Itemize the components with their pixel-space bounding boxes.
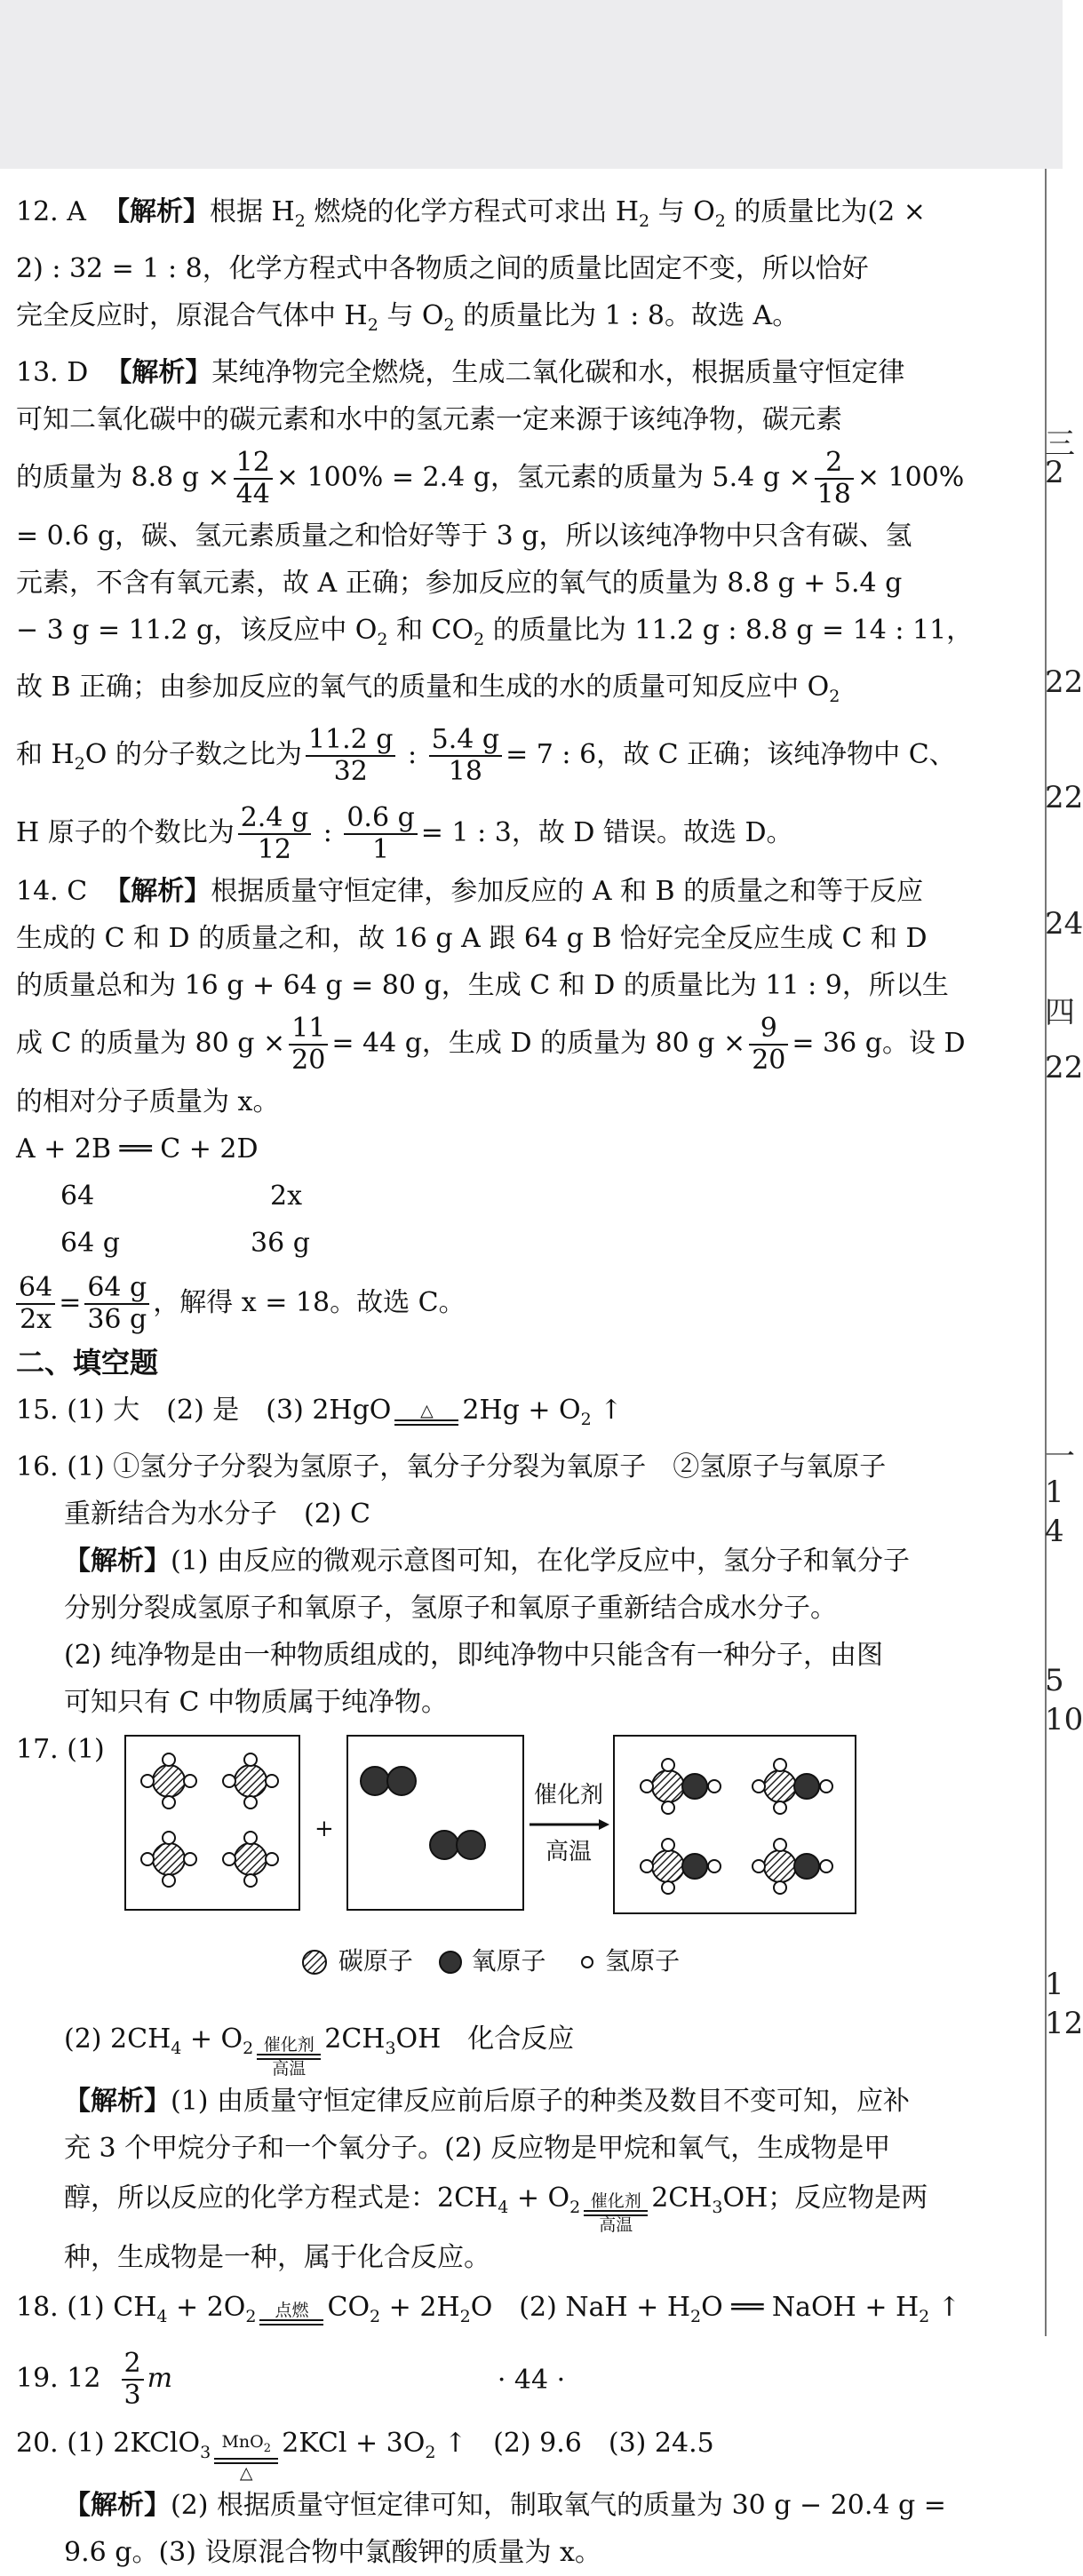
edge-fragment: 10 (1045, 1702, 1083, 1737)
oxygen-atom-icon (437, 1949, 464, 1976)
q20-line-2: 9.6 g。(3) 设原混合物中氯酸钾的质量为 x。 (64, 2537, 601, 2568)
methanol-molecules (615, 1737, 855, 1912)
q13-line-4: = 0.6 g，碳、氢元素质量之和恰好等于 3 g，所以该纯净物中只含有碳、氢 (16, 521, 912, 552)
q13-line-6: − 3 g = 11.2 g，该反应中 $O_2$ 和 $CO_2$ 的质量比为 11.2 g : 8.8 g = 14 : 11， (16, 615, 974, 649)
methane-molecules (126, 1737, 299, 1909)
q13-line-8: 和 $H_2O$ 的分子数之比为 $\frac{11.2 g}{32}$ : $\frac{5.4 g}{18}$ = 7 : 6，故 C 正确；该纯净物中 C、 (16, 724, 956, 787)
edge-fragment: 22 (1045, 780, 1083, 815)
methane-molecule (223, 1832, 278, 1887)
fraction: $\frac{64}{2x}$ (16, 1273, 55, 1335)
reaction-arrow: 催化剂 高温 (528, 1781, 609, 1866)
q12-line-3: 完全反应时，原混合气体中 $H_2$ 与 $O_2$ 的质量比为 1 : 8。故选 A。 (16, 300, 800, 335)
reactant-box-oxygen (346, 1735, 524, 1911)
oxygen-molecule (361, 1767, 416, 1795)
edge-fragment: 1 (1045, 1475, 1064, 1510)
q20-line: 20. (1) 2KClO$_3$ MnO$_2$ △ $2KCl + 3O_2$ ↑ (2) 9.6 (3) 24.5 (16, 2428, 714, 2483)
fraction: $\frac{2}{18}$ (815, 448, 854, 510)
q17-line-4: 种，生成物是一种，属于化合反应。 (64, 2242, 490, 2273)
edge-fragment: 22 (1045, 1050, 1083, 1085)
answer-content (16, 188, 1036, 2576)
page-number: · 44 · (497, 2365, 566, 2396)
fraction: $\frac{64 g}{36 g}$ (84, 1273, 149, 1335)
methane-molecule (223, 1753, 278, 1809)
q14-line-1: 14. C 【解析】根据质量守恒定律，参加反应的 A 和 B 的质量之和等于反应 (16, 876, 924, 907)
reaction-condition: 点燃 (259, 2302, 323, 2343)
q16-line-6: 可知只有 C 中物质属于纯净物。 (64, 1687, 449, 1718)
methanol-molecule (641, 1839, 721, 1894)
q17-answer-2: (2) $2CH_4 + O_2$ 催化剂 高温 $2CH_3OH$ 化合反应 (64, 2023, 575, 2079)
q20-line-1: 【解析】(2) 根据质量守恒定律可知，制取氧气的质量为 30 g − 20.4 g = (64, 2490, 946, 2521)
methane-molecule (141, 1832, 196, 1887)
q16-line-1: 16. (1) ①氢分子分裂为氢原子，氧分子分裂为氧原子 ②氢原子与氧原子 (16, 1451, 887, 1483)
q19-line: 19. 12 $\frac{2}{3}$ m (16, 2348, 173, 2411)
methanol-molecule (753, 1759, 832, 1814)
q16-line-3: 【解析】(1) 由反应的微观示意图可知，在化学反应中，氢分子和氧分子 (64, 1546, 911, 1577)
top-band (0, 0, 1063, 169)
section-heading-fill-in: 二、填空题 (16, 1346, 159, 1379)
q12-line-2: 2) : 32 = 1 : 8，化学方程式中各物质之间的质量比固定不变，所以恰好 (16, 253, 869, 284)
methane-molecule (141, 1753, 196, 1809)
edge-fragment: 三 (1045, 426, 1075, 462)
arrow-icon (528, 1818, 609, 1831)
q14-line-2: 生成的 C 和 D 的质量之和，故 16 g A 跟 64 g B 恰好完全反应生成 C 和 D (16, 923, 928, 954)
reaction-condition: △ (394, 1402, 458, 1443)
q13-line-5: 元素，不含有氧元素，故 A 正确；参加反应的氧气的质量为 8.8 g + 5.4 g (16, 568, 903, 599)
q13-line-2: 可知二氧化碳中的碳元素和水中的氢元素一定来源于该纯净物，碳元素 (16, 404, 842, 435)
q13-line-3: 的质量为 8.8 g × $\frac{12}{44}$ × 100% = 2.4 g，氢元素的质量为 5.4 g × $\frac{2}{18}$ × 100% (16, 447, 965, 510)
q14-ratio-row: 64 2x (60, 1181, 303, 1212)
q13-line-1: 13. D 【解析】某纯净物完全燃烧，生成二氧化碳和水，根据质量守恒定律 (16, 357, 905, 388)
plus-sign: + (315, 1816, 334, 1842)
legend: 碳原子 氧原子 氢原子 (299, 1937, 680, 1984)
fraction: $\frac{11.2 g}{32}$ (306, 725, 396, 787)
edge-fragment: 22 (1045, 664, 1083, 700)
reactant-box-methane (124, 1735, 300, 1911)
fraction: $\frac{9}{20}$ (749, 1014, 788, 1076)
methanol-molecule (641, 1759, 721, 1814)
reaction-condition: 催化剂 高温 (584, 2192, 648, 2234)
fraction: $\frac{12}{44}$ (234, 448, 273, 510)
edge-fragment: 2 (1045, 455, 1064, 490)
product-box-methanol (613, 1735, 856, 1914)
reaction-condition: MnO$_2$ △ (214, 2433, 278, 2482)
methanol-molecule (753, 1839, 832, 1894)
fraction: $\frac{11}{20}$ (289, 1014, 328, 1076)
edge-fragment: 4 (1045, 1514, 1064, 1549)
edge-fragment: 四 (1045, 995, 1075, 1030)
q13-line-9: H 原子的个数比为 $\frac{2.4 g}{12}$ : $\frac{0.6 g}{1}$ = 1 : 3，故 D 错误。故选 D。 (16, 802, 793, 865)
q17-line-3: 醇，所以反应的化学方程式是：$2CH_4 + O_2$ 催化剂 高温 $2CH_3OH$；反应物是两 (64, 2182, 928, 2235)
q16-line-4: 分别分裂成氢原子和氧原子，氢原子和氧原子重新结合成水分子。 (64, 1593, 837, 1624)
q17-line-1: 【解析】(1) 由质量守恒定律反应前后原子的种类及数目不变可知，应补 (64, 2086, 911, 2117)
q14-line-3: 的质量总和为 16 g + 64 g = 80 g，生成 C 和 D 的质量比为 11 : 9，所以生 (16, 970, 949, 1001)
oxygen-molecules (348, 1737, 522, 1909)
q14-mass-row: 64 g 36 g (60, 1228, 310, 1259)
oxygen-molecule (430, 1831, 485, 1859)
fraction: $\frac{0.6 g}{1}$ (344, 803, 417, 865)
q16-line-2: 重新结合为水分子 (2) C (64, 1499, 370, 1530)
q13-line-7: 故 B 正确；由参加反应的氧气的质量和生成的水的质量可知反应中 $O_2$ (16, 672, 840, 706)
q18-line: 18. (1) $CH_4 + 2O_2$ 点燃 $CO_2 + 2H_2O$ (2) NaH + $H_2O$ ══ NaOH + $H_2$ ↑ (16, 2281, 1036, 2343)
edge-fragment: 5 (1045, 1663, 1064, 1698)
q15-line: 15. (1) 大 (2) 是 (3) 2HgO △ $2Hg + O_2$ ↑ (16, 1387, 1036, 1443)
q17-diagram: 17. (1) + 催化剂 高温 碳原子 氧原子 氢原子 (16, 1726, 1036, 2010)
edge-fragment: 1 (1045, 1967, 1064, 2002)
q16-line-5: (2) 纯净物是由一种物质组成的，即纯净物中只能含有一种分子，由图 (64, 1640, 884, 1671)
q14-equation: A + 2B ══ C + 2D (16, 1133, 259, 1165)
edge-fragment: 24 (1045, 906, 1083, 942)
reaction-condition: 催化剂 高温 (257, 2036, 321, 2078)
q14-line-5: 的相对分子质量为 x。 (16, 1086, 280, 1117)
hydrogen-atom-icon (577, 1949, 597, 1976)
carbon-atom-icon (299, 1949, 330, 1976)
q12-line-1: 12. A 【解析】根据 $H_2$ 燃烧的化学方程式可求出 $H_2$ 与 $O_2$ 的质量比为(2 × (16, 196, 926, 231)
edge-fragment: 一 (1045, 1439, 1075, 1475)
fraction: $\frac{2}{3}$ (122, 2349, 144, 2411)
q14-solution: $\frac{64}{2x}$ = $\frac{64 g}{36 g}$ ，解得 x = 18。故选 C。 (16, 1267, 1036, 1340)
fraction: $\frac{2.4 g}{12}$ (238, 803, 311, 865)
q17-line-2: 充 3 个甲烷分子和一个氧分子。(2) 反应物是甲烷和氧气，生成物是甲 (64, 2133, 891, 2164)
fraction: $\frac{5.4 g}{18}$ (429, 725, 502, 787)
q14-line-4: 成 C 的质量为 80 g × $\frac{11}{20}$ = 44 g，生成 D 的质量为 80 g × $\frac{9}{20}$ = 36 g。设 D (16, 1013, 966, 1076)
edge-fragment: 12 (1045, 2006, 1083, 2041)
